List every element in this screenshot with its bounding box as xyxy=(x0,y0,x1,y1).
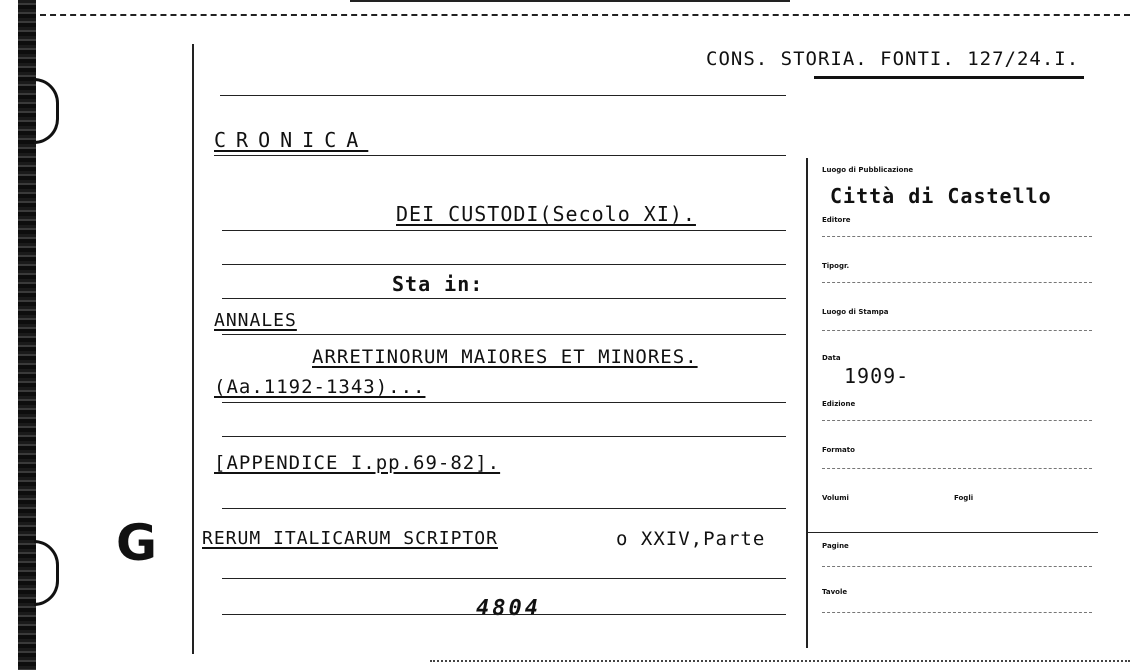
ruled-line xyxy=(222,578,786,579)
luogo-stampa-label: Luogo di Stampa xyxy=(822,308,889,316)
data-label: Data xyxy=(822,354,841,362)
ruled-line xyxy=(220,95,786,96)
margin-letter-g: G xyxy=(116,514,158,572)
luogo-pubblicazione-value: Città di Castello xyxy=(830,184,1052,208)
volumi-label: Volumi xyxy=(822,494,849,502)
field-line xyxy=(822,566,1092,567)
edizione-label: Edizione xyxy=(822,400,856,408)
field-line xyxy=(822,330,1092,331)
luogo-pubblicazione-label: Luogo di Pubblicazione xyxy=(822,166,914,174)
panel-divider xyxy=(808,532,1098,533)
field-line xyxy=(822,420,1092,421)
ruled-line xyxy=(222,230,786,231)
card-subtitle: DEI CUSTODI(Secolo XI). xyxy=(396,202,696,226)
punch-hole xyxy=(34,78,59,144)
bottom-dotted-rule xyxy=(430,660,1130,662)
sta-in-label: Sta in: xyxy=(392,272,484,296)
top-edge-line xyxy=(350,0,790,2)
rerum-text: RERUM ITALICARUM SCRIPTOR xyxy=(202,528,498,549)
pagine-label: Pagine xyxy=(822,542,849,550)
ruled-line xyxy=(222,614,786,615)
ruled-line xyxy=(222,298,786,299)
handwritten-number: 4804 xyxy=(476,596,541,621)
ruled-line xyxy=(222,436,786,437)
reference-underline xyxy=(814,76,1084,79)
ruled-line xyxy=(222,334,786,335)
formato-label: Formato xyxy=(822,446,855,454)
ruled-line xyxy=(214,155,786,156)
catalog-reference: CONS. STORIA. FONTI. 127/24.I. xyxy=(706,48,1080,70)
field-line xyxy=(822,612,1092,613)
card-title: CRONICA xyxy=(214,128,369,152)
punch-hole xyxy=(34,540,59,606)
annales-text: ANNALES xyxy=(214,310,297,331)
card-left-rule xyxy=(192,44,194,654)
editore-label: Editore xyxy=(822,216,851,224)
field-line xyxy=(822,236,1092,237)
field-line xyxy=(822,282,1092,283)
tipografo-label: Tipogr. xyxy=(822,262,850,270)
appendice-text: [APPENDICE I.pp.69-82]. xyxy=(214,452,501,474)
ruled-line xyxy=(222,508,786,509)
publication-details-panel xyxy=(806,158,1098,648)
data-value: 1909- xyxy=(844,364,910,388)
top-dashed-rule xyxy=(40,14,1130,16)
ruled-line xyxy=(222,402,786,403)
field-line xyxy=(822,468,1092,469)
years-text: (Aa.1192-1343)... xyxy=(214,376,426,398)
arretinorum-text: ARRETINORUM MAIORES ET MINORES. xyxy=(312,346,698,368)
tomo-text: o XXIV,Parte xyxy=(616,528,766,550)
fogli-label: Fogli xyxy=(954,494,974,502)
tavole-label: Tavole xyxy=(822,588,848,596)
ruled-line xyxy=(222,264,786,265)
